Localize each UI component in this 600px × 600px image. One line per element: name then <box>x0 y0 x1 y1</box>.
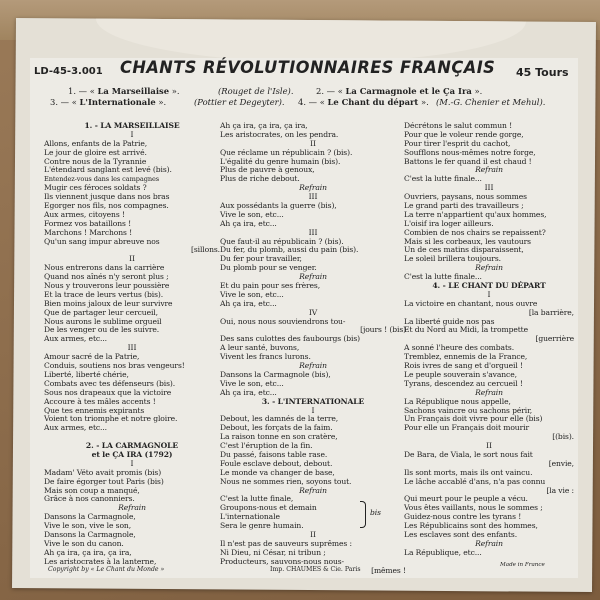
lyric-line: L'égalité du genre humain (bis). <box>220 156 341 166</box>
lyric-line: Quand nos aînés n'y seront plus ; <box>44 272 169 282</box>
lyric-line: A leur santé, buvons, <box>220 343 300 353</box>
lyric-line: Qu'un sang impur abreuve nos <box>44 236 160 246</box>
lyric-line: C'est la lutte finale, <box>220 494 294 504</box>
lyric-line: Contre nous de la Tyrannie <box>44 156 147 166</box>
lyric-line: La raison tonne en son cratère, <box>220 432 338 442</box>
lyric-line: Vive le son, etc... <box>220 289 284 299</box>
lyric-line: Le lâche accablé d'ans, n'a pas connu <box>404 476 546 486</box>
lyric-line: Décrétons le salut commun ! <box>404 121 513 130</box>
lyric-line: Ni Dieu, ni César, ni tribun ; <box>220 547 326 557</box>
lyric-line: La terre n'appartient qu'aux hommes, <box>404 209 547 219</box>
lyric-line: C'est l'éruption de la fin. <box>220 441 313 451</box>
track-3: 3. — « L'Internationale ». <box>50 97 167 107</box>
lyric-line: Dansons la Carmagnole, <box>44 529 136 539</box>
lyric-line: L'internationale <box>220 512 280 522</box>
lyric-line: Refrain <box>475 387 503 397</box>
lyric-line: Conduis, soutiens nos bras vengeurs! <box>44 361 185 371</box>
track-2: 2. — « La Carmagnole et le Ça Ira ». <box>316 86 483 96</box>
lyric-line: Les aristocrates à la lanterne, <box>44 556 157 566</box>
lyric-line: III <box>308 192 318 202</box>
lyric-line: Debout, les damnés de la terre, <box>220 414 339 424</box>
lyric-line: Vive le son, etc... <box>220 209 284 219</box>
track-3-credit: (Pottier et Degeyter). <box>194 97 285 107</box>
lyric-line: Ah ça ira, ça ira, ça ira, <box>220 121 308 130</box>
lyric-line: Vivent les francs lurons. <box>220 352 311 362</box>
lyric-line: 3. - L'INTERNATIONALE <box>261 396 365 406</box>
lyric-line: De Bara, de Viala, le sort nous fait <box>404 449 533 459</box>
lyric-line: Ah ça ira, etc... <box>220 298 277 308</box>
lyric-line: [(bis). <box>552 432 574 442</box>
lyric-line: Nous ne sommes rien, soyons tout. <box>220 476 352 486</box>
lyric-line: 1. - LA MARSEILLAISE <box>84 121 180 130</box>
track-row <box>68 86 568 97</box>
lyric-line: Soufflons nous-mêmes notre forge, <box>404 147 536 157</box>
lyric-line: [jours ! (bis) <box>360 325 406 335</box>
track-4-credit: (M.-G. Chenier et Mehul). <box>436 97 546 107</box>
lyric-line: Pour elle un Français doit mourir <box>404 423 529 433</box>
lyric-line: [la barrière, <box>528 307 574 317</box>
lyric-line: C'est la lutte finale... <box>404 174 482 184</box>
lyric-line: Bien moins jaloux de leur survivre <box>44 298 173 308</box>
lyric-line: Battons le fer quand il est chaud ! <box>404 156 532 166</box>
lyric-line: Accoure à tes mâles accents ! <box>44 396 156 406</box>
lyric-line: III <box>127 343 137 353</box>
lyric-line: Ils viennent jusque dans nos bras <box>44 192 170 202</box>
lyric-line: [la vie : <box>546 485 574 495</box>
lyric-line: Ouvriers, paysans, nous sommes <box>404 192 527 202</box>
lyric-line: Refrain <box>299 272 327 282</box>
lyric-line: Combats avec tes défenseurs (bis). <box>44 378 176 388</box>
made-in-label: Made in France <box>500 562 545 568</box>
lyric-line: Ah ça ira, etc... <box>220 387 277 397</box>
lyric-line: Amour sacré de la Patrie, <box>44 352 140 362</box>
lyric-line: Les esclaves sont des enfants. <box>404 529 518 539</box>
lyric-line: Marchons ! Marchons ! <box>44 227 133 237</box>
track-4: 4. — « Le Chant du départ ». <box>298 97 429 107</box>
lyric-line: Refrain <box>475 538 503 548</box>
lyric-line: Un de ces matins disparaissent, <box>404 245 524 255</box>
lyric-line: Qui meurt pour le peuple a vécu. <box>404 494 528 504</box>
lyric-line: Vive le son du canon. <box>44 538 124 548</box>
lyrics-column-2 <box>220 122 406 575</box>
lyric-line: II <box>310 138 316 148</box>
track-1: 1. — « La Marseillaise ». <box>68 86 180 96</box>
lyric-line: Allons, enfants de la Patrie, <box>44 138 148 148</box>
lyric-line: Combien de nos chairs se repaissent? <box>404 227 546 237</box>
lyric-line: Refrain <box>299 485 327 495</box>
lyric-line: Le monde va changer de base, <box>220 467 335 477</box>
lyric-line: Refrain <box>475 263 503 273</box>
lyric-line: La République nous appelle, <box>404 396 511 406</box>
lyric-line: Le grand parti des travailleurs ; <box>404 201 524 211</box>
lyric-line: Le peuple souverain s'avance, <box>404 369 517 379</box>
lyric-line: Mugir ces féroces soldats ? <box>44 183 147 193</box>
lyric-line: Pour que le voleur rende gorge, <box>404 129 524 139</box>
lyric-line: Ah ça ira, ça ira, ça ira, <box>44 547 132 557</box>
lyric-line: L'étendard sanglant est levé (bis). <box>44 165 172 175</box>
lyric-line: Mais si les corbeaux, les vautours <box>404 236 531 246</box>
track-1-credit: (Rouget de l'Isle). <box>218 86 294 96</box>
lyric-line: Sachons vaincre ou sachons périr, <box>404 405 533 415</box>
lyric-line: Ah ça ira, etc... <box>220 218 277 228</box>
lyric-line: II <box>310 529 316 539</box>
refrain-brace <box>360 501 366 528</box>
catalog-number: LD-45-3.001 <box>34 66 103 77</box>
lyric-line: Il n'est pas de sauveurs suprêmes : <box>220 538 352 548</box>
track-row <box>50 97 568 108</box>
lyric-line: Groupons-nous et demain <box>220 503 317 513</box>
lyric-line: I <box>130 129 134 139</box>
lyric-line: Du fer, du plomb, aussi du pain (bis). <box>220 245 359 255</box>
lyric-line: 4. - LE CHANT DU DÉPART <box>432 281 546 291</box>
lyrics-column-1 <box>44 122 220 567</box>
lyric-line: Entendez-vous dans les campagnes <box>44 175 160 184</box>
lyric-line: Aux possédants la guerre (bis), <box>220 201 337 211</box>
lyric-line: Et du Nord au Midi, la trompette <box>404 325 529 335</box>
lyric-line: Ils sont morts, mais ils ont vaincu. <box>404 467 533 477</box>
lyric-line: Nous aurons le sublime orgueil <box>44 316 162 326</box>
bis-label: bis <box>370 508 381 518</box>
lyric-line: Que réclame un républicain ? (bis). <box>220 147 353 157</box>
lyrics-column-3 <box>404 122 574 558</box>
lyric-line: La liberté guide nos pas <box>404 316 495 326</box>
track-list <box>50 86 568 108</box>
lyric-line: De les venger ou de les suivre. <box>44 325 160 335</box>
copyright-note: Copyright by « Le Chant du Monde » <box>48 566 165 573</box>
lyric-line: Producteurs, sauvons-nous nous- <box>220 556 345 566</box>
lyric-line: I <box>487 289 491 299</box>
lyric-line: Tremblez, ennemis de la France, <box>404 352 528 362</box>
lyric-line: II <box>486 441 492 451</box>
lyric-line: La victoire en chantant, nous ouvre <box>404 298 538 308</box>
lyric-line: Formez vos bataillons ! <box>44 218 132 228</box>
lyric-line: Vive le son, vive le son, <box>44 521 132 531</box>
lyric-line: Aux armes, citoyens ! <box>44 209 125 219</box>
lyric-line: III <box>308 227 318 237</box>
lyric-line: Egorger nos fils, nos compagnes. <box>44 201 169 211</box>
lyric-line: III <box>484 183 494 193</box>
lyric-line: Debout, les forçats de la faim. <box>220 423 333 433</box>
lyric-line: IV <box>308 307 318 317</box>
lyric-line: Vive le son, etc... <box>220 378 284 388</box>
lyric-line: Pour tirer l'esprit du cachot, <box>404 138 511 148</box>
lyric-line: Vous êtes vaillants, nous le sommes ; <box>404 503 543 513</box>
lyric-line: Aux armes, etc... <box>44 423 107 433</box>
lyric-line: Madam' Véto avait promis (bis) <box>44 467 162 477</box>
lyric-line: Guidez-nous contre les tyrans ! <box>404 512 522 522</box>
lyric-line: Que tes ennemis expirants <box>44 405 145 415</box>
lyric-line: Refrain <box>118 503 146 513</box>
lyric-line: Refrain <box>475 165 503 175</box>
lyric-line: A sonné l'heure des combats. <box>404 343 515 353</box>
lyric-line: La République, etc... <box>404 547 482 557</box>
lyric-line: Rois ivres de sang et d'orgueil ! <box>404 361 523 371</box>
lyric-line: Le soleil brillera toujours. <box>404 254 501 264</box>
lyric-line: Un Français doit vivre pour elle (bis) <box>404 414 543 424</box>
album-title: CHANTS RÉVOLUTIONNAIRES FRANÇAIS <box>120 58 496 78</box>
lyric-line: 2. - LA CARMAGNOLE <box>85 441 179 451</box>
lyric-line: Foule esclave debout, debout. <box>220 458 333 468</box>
lyrics-sheet <box>30 58 578 578</box>
lyric-line: Plus de pauvre à genoux, <box>220 165 315 175</box>
lyric-line: Et la trace de leurs vertus (bis). <box>44 289 164 299</box>
lyric-line: De faire égorger tout Paris (bis) <box>44 476 164 486</box>
lyric-line: Nous y trouverons leur poussière <box>44 281 170 291</box>
lyric-line: Dansons la Carmagnole, <box>44 512 136 522</box>
lyric-line: Du plomb pour se venger. <box>220 263 317 273</box>
lyric-line: Aux armes, etc... <box>44 334 107 344</box>
lyric-line: Plus de riche debout. <box>220 174 300 184</box>
sleeve-flap <box>96 19 526 64</box>
lyric-line: et le ÇA IRA (1792) <box>91 449 173 459</box>
lyric-line: Le jour de gloire est arrivé. <box>44 147 147 157</box>
lyric-line: Que de partager leur cercueil, <box>44 307 158 317</box>
lyric-line: C'est la lutte finale... <box>404 272 482 282</box>
lyric-line: Oui, nous nous souviendrons tou- <box>220 316 346 326</box>
lyric-line: Les Républicains sont des hommes, <box>404 521 538 531</box>
lyric-line: Dansons la Carmagnole (bis), <box>220 369 331 379</box>
lyric-line: Que faut-il au républicain ? (bis). <box>220 236 344 246</box>
lyric-line: Et du pain pour ses frères, <box>220 281 321 291</box>
lyric-line: Grâce à nos canonniers. <box>44 494 135 504</box>
lyric-line: [envie, <box>548 458 574 468</box>
printer-imprint: Imp. CHAUMES & Cie. Paris <box>270 566 361 573</box>
lyric-line: Les aristocrates, on les pendra. <box>220 129 339 139</box>
lyric-line: Refrain <box>299 361 327 371</box>
lyric-line: Refrain <box>299 183 327 193</box>
lyric-line: Mais son coup a manqué, <box>44 485 140 495</box>
rpm-label: 45 Tours <box>516 66 569 79</box>
lyric-line: Liberté, liberté chérie, <box>44 369 129 379</box>
lyric-line: [sillons. <box>190 245 220 255</box>
lyric-line: Du passé, faisons table rase. <box>220 449 328 459</box>
lyric-line: I <box>130 458 134 468</box>
lyric-line: [guerrière <box>535 334 574 344</box>
lyric-line: Voient ton triomphe et notre gloire. <box>44 414 178 424</box>
lyric-line: II <box>129 254 135 264</box>
lyric-line: Des sans culottes des faubourgs (bis) <box>220 334 361 344</box>
lyric-line: Sous nos drapeaux que la victoire <box>44 387 172 397</box>
lyric-line: L'oisif ira loger ailleurs. <box>404 218 494 228</box>
lyric-line: I <box>311 405 315 415</box>
lyric-line: [mêmes ! <box>371 565 406 575</box>
lyric-line: Nous entrerons dans la carrière <box>44 263 165 273</box>
lyric-line: Tyrans, descendez au cercueil ! <box>404 378 523 388</box>
lyric-line: Sera le genre humain. <box>220 521 304 531</box>
lyric-line: Du fer pour travailler, <box>220 254 302 264</box>
